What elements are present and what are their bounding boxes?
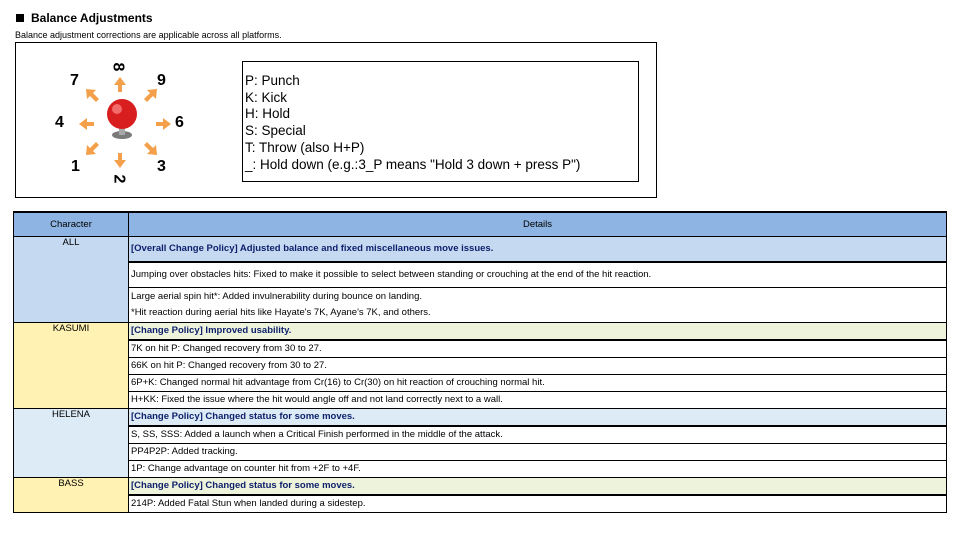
direction-8-label: 8 bbox=[109, 62, 127, 72]
table-row bbox=[14, 392, 947, 409]
legend-item: P: Punch bbox=[245, 73, 300, 88]
table-row bbox=[14, 323, 947, 341]
detail-cell: 6P+K: Changed normal hit advantage from Cr(16) to Cr(30) on hit reaction of crouching normal hit. bbox=[129, 375, 947, 392]
table-row bbox=[14, 375, 947, 392]
character-cell: ALL bbox=[14, 237, 129, 323]
detail-cell bbox=[129, 288, 947, 323]
legend-item: T: Throw (also H+P) bbox=[245, 139, 365, 155]
direction-4-label: 4 bbox=[55, 114, 64, 131]
column-header-details: Details bbox=[129, 212, 947, 237]
direction-2-label: 2 bbox=[110, 174, 128, 184]
legend-panel bbox=[15, 42, 657, 198]
balance-table bbox=[13, 211, 947, 513]
policy-cell: [Overall Change Policy] Adjusted balance and fixed miscellaneous move issues. bbox=[129, 237, 947, 263]
bullet-square-icon bbox=[16, 14, 24, 22]
legend-item: K: Kick bbox=[245, 89, 288, 105]
character-cell: BASS bbox=[14, 478, 129, 513]
detail-cell: 7K on hit P: Changed recovery from 30 to 27. bbox=[129, 340, 947, 358]
direction-7-label: 7 bbox=[70, 72, 79, 89]
detail-cell: S, SS, SSS: Added a launch when a Critical Finish performed in the middle of the attack. bbox=[129, 426, 947, 444]
detail-line: Large aerial spin hit*: Added invulnerability during bounce on landing. bbox=[131, 291, 423, 302]
policy-cell: [Change Policy] Changed status for some moves. bbox=[129, 478, 947, 496]
column-header-character: Character bbox=[14, 212, 129, 237]
detail-cell: Jumping over obstacles hits: Fixed to make it possible to select between standing or crouching at the end of the hit reaction. bbox=[129, 262, 947, 288]
table-row bbox=[14, 444, 947, 461]
table-row bbox=[14, 426, 947, 444]
direction-6-label: 6 bbox=[175, 114, 184, 131]
policy-cell: [Change Policy] Changed status for some moves. bbox=[129, 409, 947, 427]
detail-cell: 66K on hit P: Changed recovery from 30 to 27. bbox=[129, 358, 947, 375]
table-row bbox=[14, 358, 947, 375]
detail-cell: H+KK: Fixed the issue where the hit would angle off and not land correctly next to a wall. bbox=[129, 392, 947, 409]
table-row bbox=[14, 288, 947, 323]
detail-cell: 214P: Added Fatal Stun when landed during a sidestep. bbox=[129, 495, 947, 513]
detail-cell: PP4P2P: Added tracking. bbox=[129, 444, 947, 461]
direction-1-label: 1 bbox=[71, 158, 80, 175]
detail-cell: 1P: Change advantage on counter hit from +2F to +4F. bbox=[129, 461, 947, 478]
section-subtitle: Balance adjustment corrections are applicable across all platforms. bbox=[15, 30, 282, 40]
legend-item: S: Special bbox=[245, 123, 306, 139]
table-row bbox=[14, 478, 947, 496]
table-row bbox=[14, 340, 947, 358]
direction-9-label: 9 bbox=[157, 72, 166, 89]
table-row bbox=[14, 495, 947, 513]
joystick-diagram bbox=[16, 43, 236, 199]
legend-item: H: Hold bbox=[245, 106, 291, 122]
legend-item: _: Hold down (e.g.:3_P means "Hold 3 down + press P") bbox=[245, 156, 581, 172]
table-row bbox=[14, 409, 947, 427]
table-row bbox=[14, 461, 947, 478]
table-row bbox=[14, 262, 947, 288]
character-cell: HELENA bbox=[14, 409, 129, 478]
section-heading bbox=[16, 11, 153, 25]
button-legend bbox=[242, 61, 639, 182]
table-row bbox=[14, 237, 947, 263]
detail-line: *Hit reaction during aerial hits like Hayate's 7K, Ayane's 7K, and others. bbox=[131, 307, 431, 318]
policy-cell: [Change Policy] Improved usability. bbox=[129, 323, 947, 341]
direction-3-label: 3 bbox=[157, 158, 166, 175]
character-cell: KASUMI bbox=[14, 323, 129, 409]
section-title: Balance Adjustments bbox=[31, 11, 153, 25]
